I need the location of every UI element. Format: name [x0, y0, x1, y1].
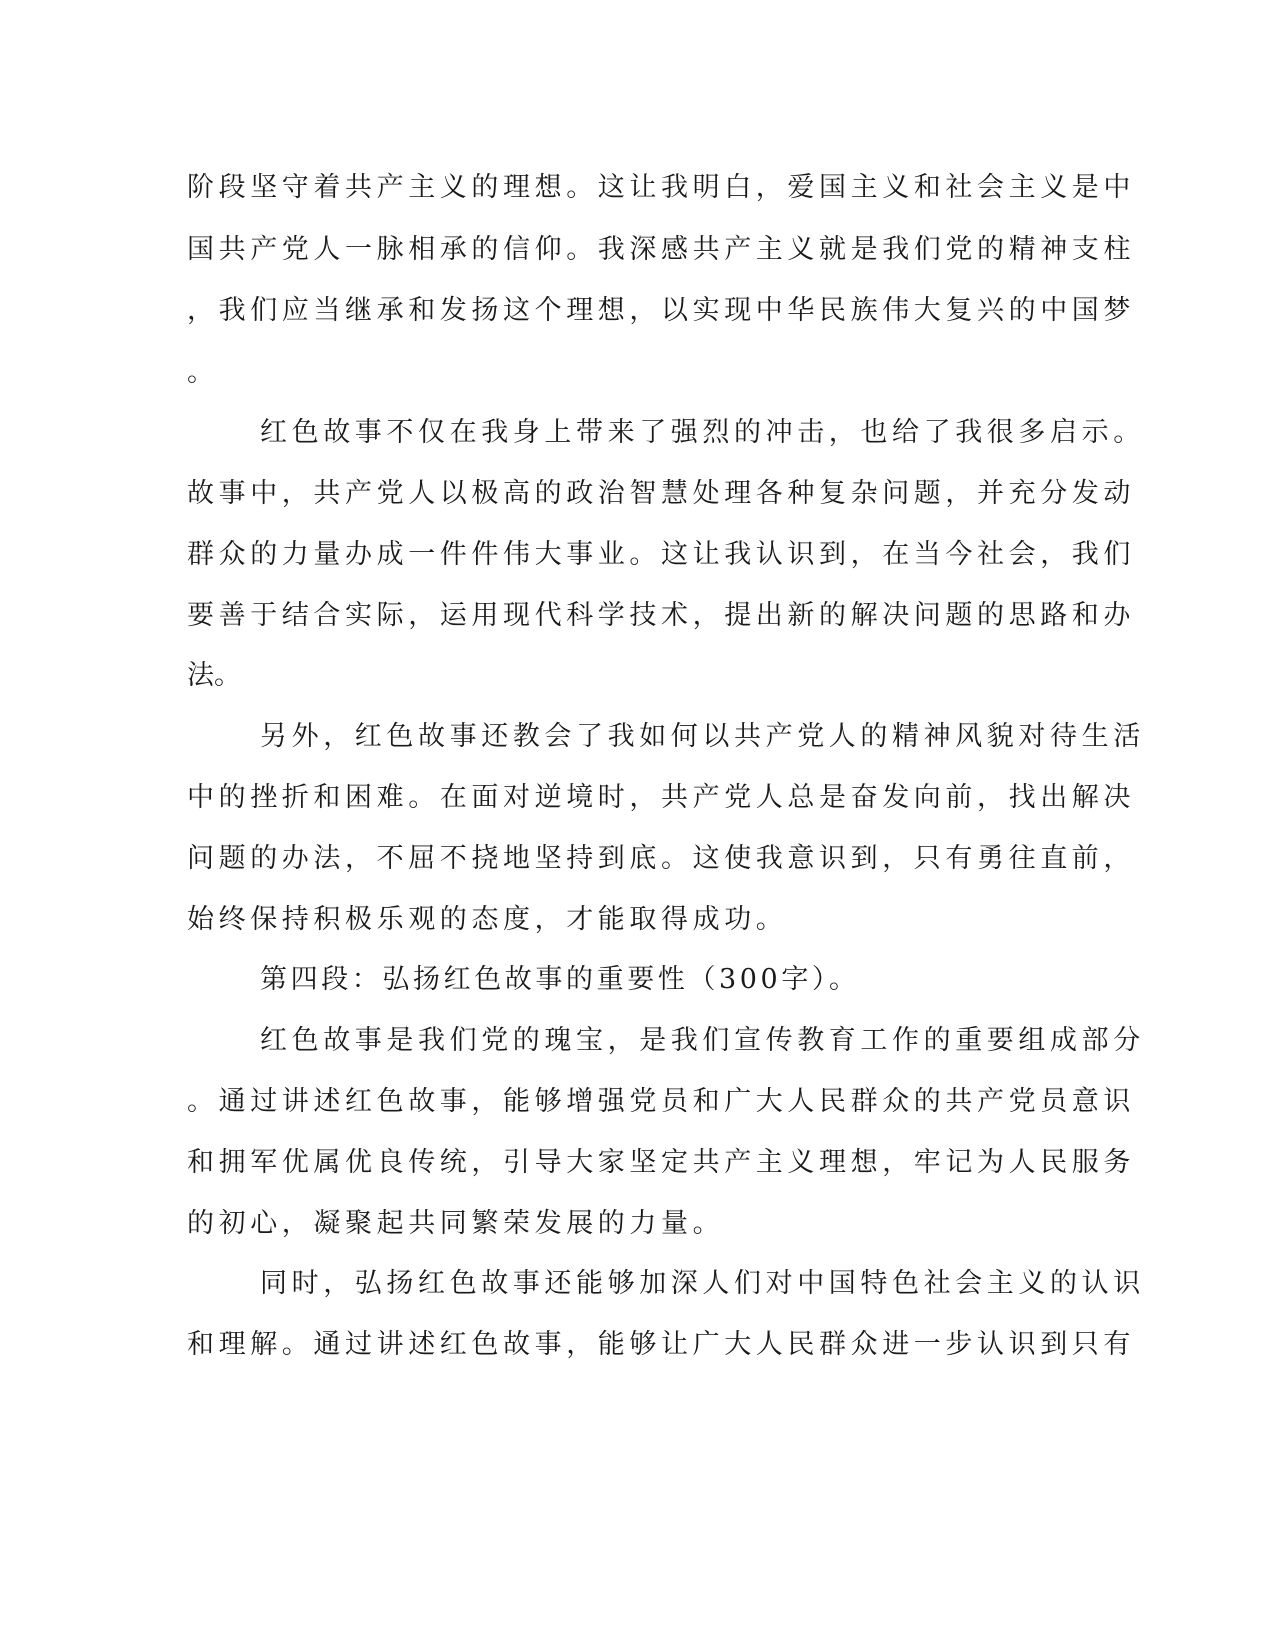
text-line: ，我们应当继承和发扬这个理想，以实现中华民族伟大复兴的中国梦: [187, 295, 1135, 326]
paragraph-first-line: 另外，红色故事还教会了我如何以共产党人的精神风貌对待生活: [260, 721, 1145, 752]
text-line: 和理解。通过讲述红色故事，能够让广大人民群众进一步认识到只有: [187, 1329, 1135, 1360]
text-line: 中的挫折和困难。在面对逆境时，共产党人总是奋发向前，找出解决: [187, 782, 1135, 813]
text-line: 群众的力量办成一件件伟大事业。这让我认识到，在当今社会，我们: [187, 539, 1135, 570]
paragraph-first-line: 同时，弘扬红色故事还能够加深人们对中国特色社会主义的认识: [260, 1268, 1145, 1299]
text-line: 和拥军优属优良传统，引导大家坚定共产主义理想，牢记为人民服务: [187, 1147, 1135, 1178]
paragraph-first-line: 红色故事是我们党的瑰宝，是我们宣传教育工作的重要组成部分: [260, 1025, 1145, 1056]
text-line: 问题的办法，不屈不挠地坚持到底。这使我意识到，只有勇往直前，: [187, 843, 1135, 874]
text-line: 。通过讲述红色故事，能够增强党员和广大人民群众的共产党员意识: [187, 1086, 1135, 1117]
text-line: 要善于结合实际，运用现代科学技术，提出新的解决问题的思路和办: [187, 600, 1135, 631]
text-line: 阶段坚守着共产主义的理想。这让我明白，爱国主义和社会主义是中: [187, 172, 1135, 203]
text-line: 故事中，共产党人以极高的政治智慧处理各种复杂问题，并充分发动: [187, 478, 1135, 509]
paragraph-first-line: 红色故事不仅在我身上带来了强烈的冲击，也给了我很多启示。: [260, 417, 1145, 448]
text-line: 始终保持积极乐观的态度，才能取得成功。: [187, 904, 788, 935]
text-line: 国共产党人一脉相承的信仰。我深感共产主义就是我们党的精神支柱: [187, 234, 1135, 265]
text-line: 的初心，凝聚起共同繁荣发展的力量。: [187, 1208, 725, 1239]
section-heading: 第四段：弘扬红色故事的重要性（300字）。: [260, 964, 860, 995]
text-line: 。: [187, 357, 214, 388]
text-line: 法。: [187, 660, 241, 691]
